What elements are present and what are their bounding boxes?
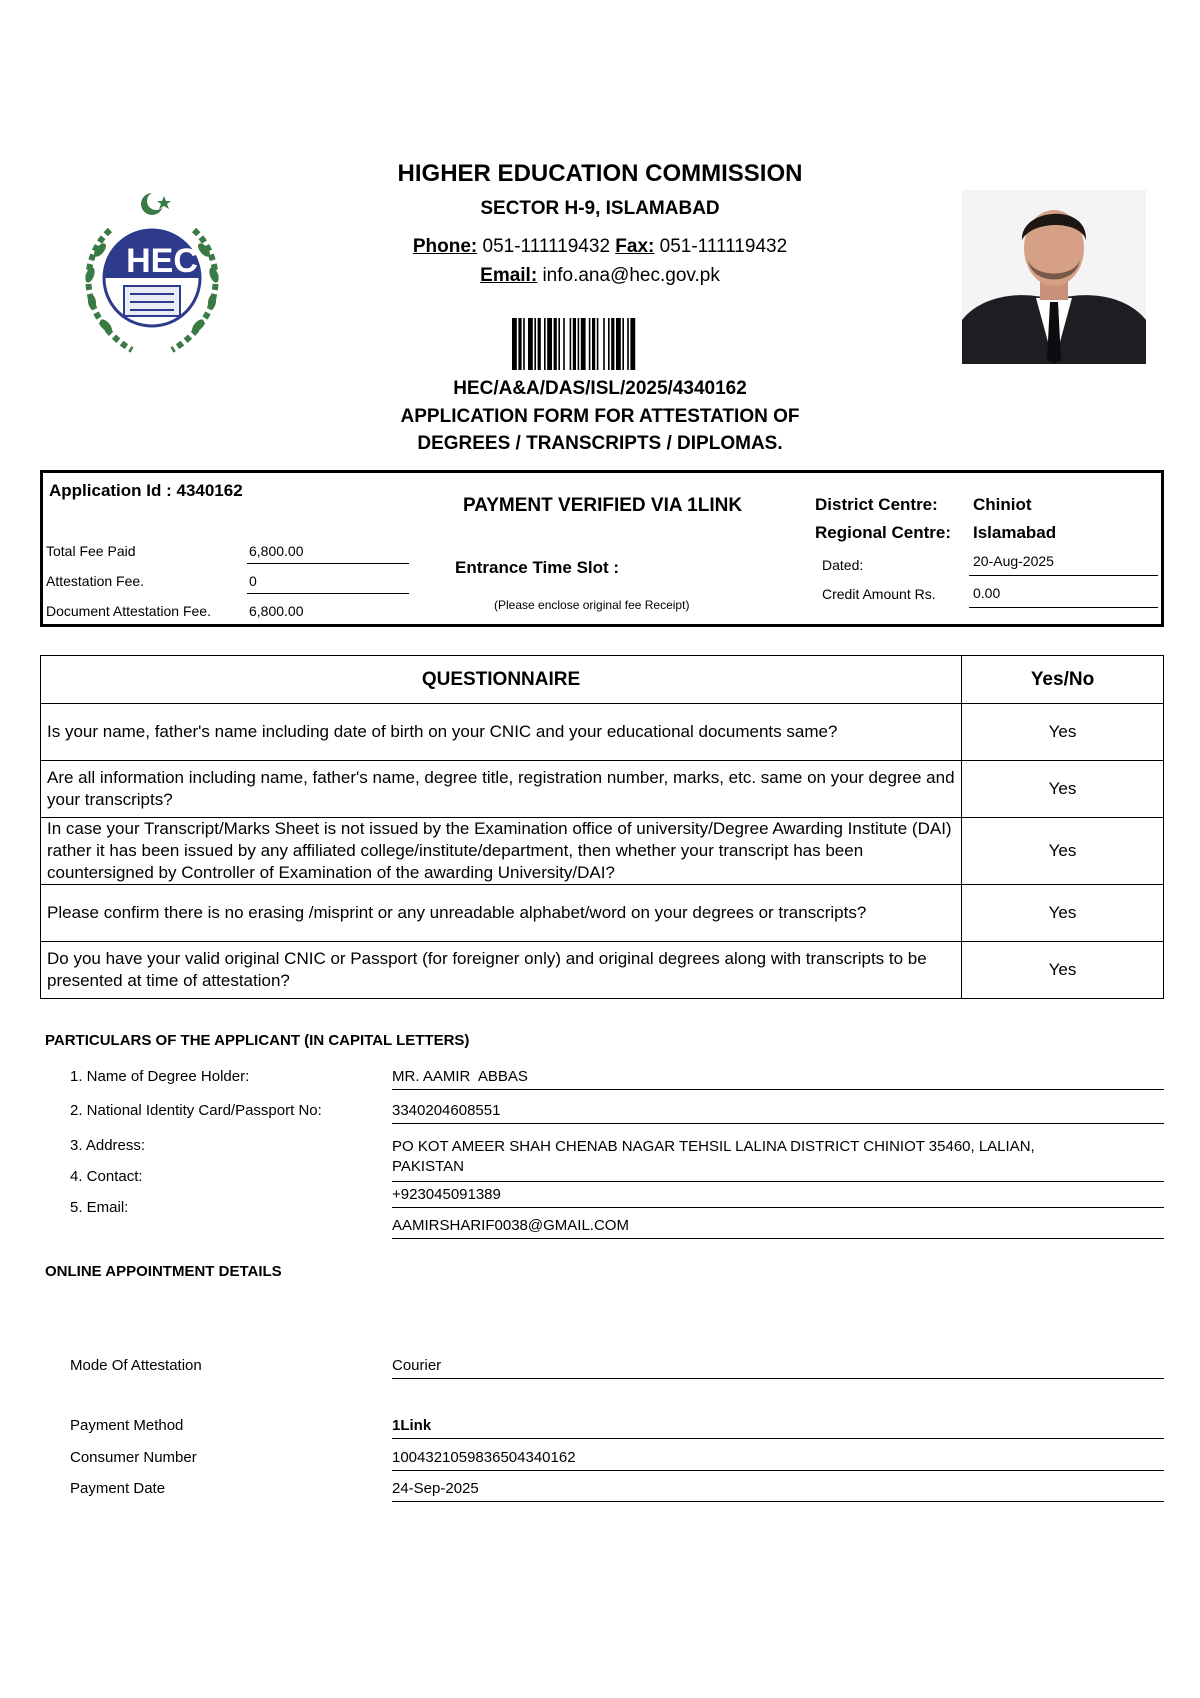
- answer-text: Yes: [962, 704, 1164, 761]
- payment-box: [40, 470, 1164, 627]
- question-text: In case your Transcript/Marks Sheet is not issued by the Examination office of university/Degree Awarding Institute (DAI) rather it has been issued by any affiliated college/institute/department, then whether your transcript has been countersigned by Controller of Examination of the awarding University/DAI?: [41, 818, 962, 885]
- application-id: Application Id : 4340162: [49, 481, 243, 500]
- district-value: Chiniot: [973, 495, 1032, 514]
- phone-value: 051-111119432: [482, 236, 611, 257]
- question-text: Is your name, father's name including date of birth on your CNIC and your educational documents same?: [41, 704, 962, 761]
- form-title-line-1: APPLICATION FORM FOR ATTESTATION OF: [400, 406, 800, 427]
- phone-label: Phone:: [412, 236, 478, 257]
- table-row: [41, 942, 1164, 999]
- contact-label: 4. Contact:: [70, 1168, 143, 1185]
- reference-number: HEC/A&A/DAS/ISL/2025/4340162: [453, 378, 747, 399]
- total-fee-label: Total Fee Paid: [46, 543, 136, 559]
- email-label-applicant: 5. Email:: [70, 1199, 129, 1216]
- attestation-fee-label: Attestation Fee.: [46, 573, 145, 589]
- cnic-value: 3340204608551: [392, 1102, 1164, 1124]
- method-label: Payment Method: [70, 1417, 184, 1434]
- district-label: District Centre:: [815, 495, 938, 514]
- name-value: MR. AAMIR ABBAS: [392, 1068, 1164, 1090]
- email-label: Email:: [480, 265, 538, 286]
- payment-date-label: Payment Date: [70, 1480, 166, 1497]
- org-title: HIGHER EDUCATION COMMISSION: [397, 160, 803, 187]
- regional-value: Islamabad: [973, 523, 1057, 542]
- contact-value: +923045091389: [392, 1186, 1164, 1208]
- answer-header: Yes/No: [962, 656, 1164, 704]
- address-label: 3. Address:: [70, 1137, 146, 1154]
- mode-value: Courier: [392, 1357, 1164, 1379]
- enclose-note: (Please enclose original fee Receipt): [494, 598, 690, 612]
- dated-label: Dated:: [822, 557, 864, 573]
- applicant-section-title: PARTICULARS OF THE APPLICANT (IN CAPITAL LETTERS): [45, 1032, 470, 1049]
- method-value: 1Link: [392, 1417, 1164, 1439]
- cnic-label: 2. National Identity Card/Passport No:: [70, 1102, 322, 1119]
- credit-value: 0.00: [969, 585, 1158, 608]
- question-text: Are all information including name, father's name, degree title, registration number, marks, etc. same on your degree and your transcripts?: [41, 761, 962, 818]
- entrance-slot-label: Entrance Time Slot :: [455, 558, 620, 577]
- appointment-section-title: ONLINE APPOINTMENT DETAILS: [45, 1263, 282, 1280]
- org-address: SECTOR H-9, ISLAMABAD: [480, 198, 720, 219]
- question-text: Please confirm there is no erasing /misprint or any unreadable alphabet/word on your degrees or transcripts?: [41, 885, 962, 942]
- answer-text: Yes: [962, 942, 1164, 999]
- table-row: [41, 818, 1164, 885]
- credit-label: Credit Amount Rs.: [822, 586, 936, 602]
- fax-value: 051-111119432: [659, 236, 788, 257]
- question-text: Do you have your valid original CNIC or Passport (for foreigner only) and original degrees along with transcripts to be presented at time of attestation?: [41, 942, 962, 999]
- logo-text: HEC: [126, 242, 198, 280]
- consumer-label: Consumer Number: [70, 1449, 197, 1466]
- document-fee-value: 6,800.00: [249, 603, 304, 619]
- barcode: [512, 318, 697, 370]
- regional-label: Regional Centre:: [815, 523, 952, 542]
- email-value: info.ana@hec.gov.pk: [542, 265, 720, 286]
- form-title-line-2: DEGREES / TRANSCRIPTS / DIPLOMAS.: [417, 433, 783, 454]
- answer-text: Yes: [962, 818, 1164, 885]
- attestation-fee-value: 0: [247, 573, 409, 594]
- total-fee-value: 6,800.00: [247, 543, 409, 564]
- document-fee-label: Document Attestation Fee.: [46, 603, 211, 619]
- table-row: [41, 704, 1164, 761]
- table-row: [41, 761, 1164, 818]
- table-row: [41, 885, 1164, 942]
- payment-status: PAYMENT VERIFIED VIA 1LINK: [463, 495, 743, 516]
- mode-label: Mode Of Attestation: [70, 1357, 202, 1374]
- name-label: 1. Name of Degree Holder:: [70, 1068, 250, 1085]
- fax-label: Fax:: [615, 236, 655, 257]
- consumer-value: 1004321059836504340162: [392, 1449, 1164, 1471]
- dated-value: 20-Aug-2025: [969, 553, 1158, 576]
- answer-text: Yes: [962, 885, 1164, 942]
- answer-text: Yes: [962, 761, 1164, 818]
- address-value: PO KOT AMEER SHAH CHENAB NAGAR TEHSIL LALINA DISTRICT CHINIOT 35460, LALIAN, PAKISTAN: [392, 1137, 1164, 1182]
- questionnaire-header: QUESTIONNAIRE: [41, 656, 962, 704]
- questionnaire-header-row: [41, 656, 1164, 704]
- questionnaire-table: [40, 655, 1164, 999]
- payment-date-value: 24-Sep-2025: [392, 1480, 1164, 1502]
- applicant-photo: [962, 190, 1146, 364]
- email-value-applicant: AAMIRSHARIF0038@GMAIL.COM: [392, 1217, 1164, 1239]
